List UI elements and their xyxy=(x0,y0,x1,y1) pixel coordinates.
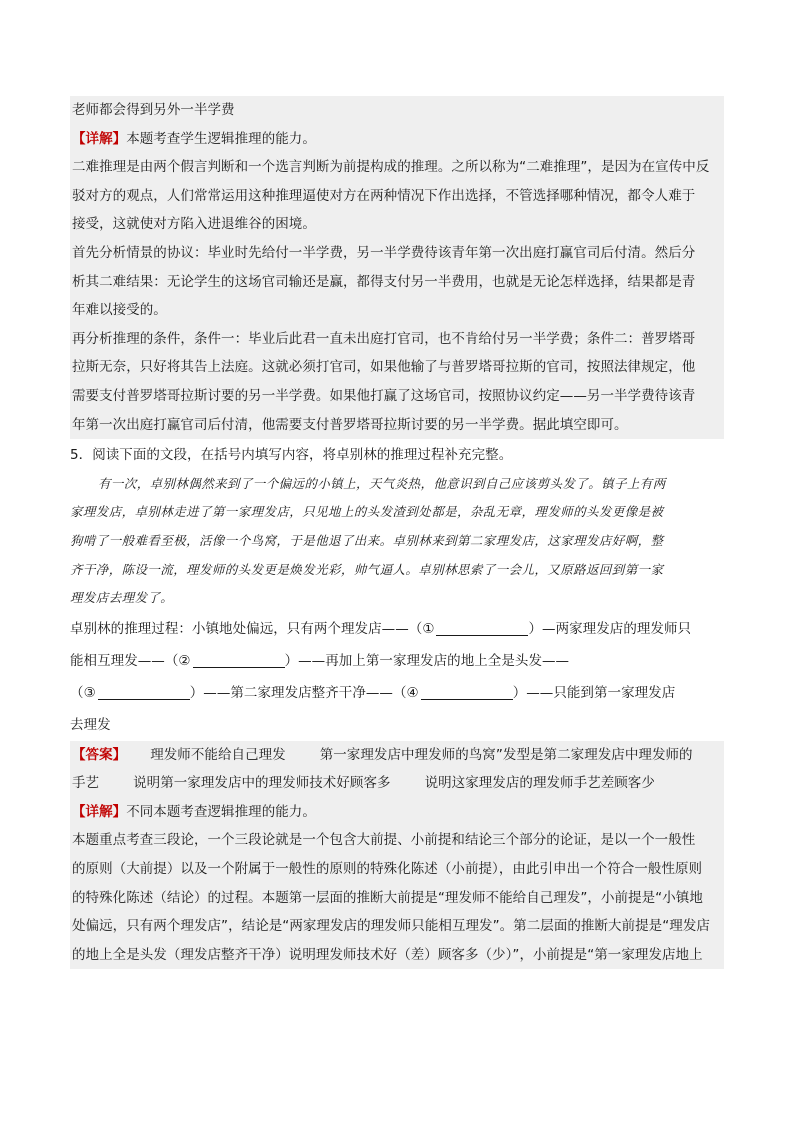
answer-block xyxy=(70,741,724,970)
answer-tag: 【答案】 xyxy=(72,746,127,763)
answer-line xyxy=(72,769,722,798)
explanation-line: 年难以接受的。 xyxy=(72,302,167,319)
explanation-line: 的原则（大前提）以及一个附属于一般性的原则的特殊化陈述（小前提），由此引申出一个符合一般性原则 xyxy=(72,861,703,878)
blank-number-2: ② xyxy=(178,652,191,669)
detail-tag: 【详解】 xyxy=(72,130,127,147)
explanation-line: 拉斯无奈，只好将其告上法庭。这就必须打官司，如果他输了与普罗塔哥拉斯的官司，按照法律规定，他 xyxy=(72,359,696,376)
explanation-line: 本题重点考查三段论，一个三段论就是一个包含大前提、小前提和结论三个部分的论证，是以一个一般性 xyxy=(72,832,696,849)
reasoning-text: 卓别林的推理过程：小镇地处偏远，只有两个理发店——（ xyxy=(70,620,423,637)
explanation-line: 接受，这就使对方陷入进退维谷的困境。 xyxy=(72,216,316,233)
answer-1: 理发师不能给自己理发 xyxy=(150,746,286,763)
explanation-line: 年第一次出庭打赢官司后付清，他需要支付普罗塔哥拉斯讨要的另一半学费。据此填空即可。 xyxy=(72,416,628,433)
reasoning-line xyxy=(70,613,724,645)
answer-2: 第一家理发店中理发师的鸟窝”发型是第二家理发店中理发师的 xyxy=(319,746,693,763)
explanation-line: 的特殊化陈述（结论）的过程。本题第一层面的推断大前提是“理发师不能给自己理发”，小前提是“小镇地 xyxy=(72,889,703,906)
reasoning-text: ）——第二家理发店整齐干净——（ xyxy=(189,684,407,701)
detail-tag: 【详解】 xyxy=(72,803,127,820)
answer-3: 说明第一家理发店中的理发师技术好顾客多 xyxy=(133,775,391,792)
reasoning-text: ）—两家理发店的理发师只 xyxy=(528,620,692,637)
explanation-line: 析其二难结果：无论学生的这场官司输还是赢，都得支付另一半费用，也就是无论怎样选择，结果都是青 xyxy=(72,273,696,290)
reasoning-block xyxy=(70,613,724,741)
story-passage xyxy=(70,470,724,613)
reasoning-text: （ xyxy=(70,684,84,701)
reasoning-line: 去理发 xyxy=(70,716,111,733)
answer-2-cont: 手艺 xyxy=(72,775,100,792)
reasoning-line xyxy=(70,677,724,709)
explanation-line: 驳对方的观点，人们常常运用这种推理逼使对方在两种情况下作出选择，不管选择哪种情况，都令人难于 xyxy=(72,187,696,204)
document-page xyxy=(70,96,724,969)
answer-4: 说明这家理发店的理发师手艺差顾客少 xyxy=(424,775,655,792)
answer-line xyxy=(72,741,722,770)
blank-number-4: ④ xyxy=(406,684,419,701)
explanation-line: 二难推理是由两个假言判断和一个选言判断为前提构成的推理。之所以称为“二难推理”，是因为在宣传中反 xyxy=(72,159,710,176)
story-line: 家理发店，卓别林走进了第一家理发店，只见地上的头发渣到处都是，杂乱无章，理发师的头发更像是被 xyxy=(70,504,664,520)
explanation-line: 首先分析情景的协议：毕业时先给付一半学费，另一半学费待该青年第一次出庭打赢官司后付清。然后分 xyxy=(72,244,696,261)
reasoning-line xyxy=(70,645,724,677)
detail-heading-line xyxy=(72,798,722,827)
reasoning-text: 能相互理发——（ xyxy=(70,652,179,669)
detail-text: 不同本题考查逻辑推理的能力。 xyxy=(126,803,316,820)
explanation-line: 处偏远，只有两个理发店”，结论是“两家理发店的理发师只能相互理发”。第二层面的推断大前提是“理发店 xyxy=(72,918,710,935)
blank-4[interactable] xyxy=(421,683,513,700)
story-line: 有一次，卓别林偶然来到了一个偏远的小镇上，天气炎热，他意识到自己应该剪头发了。镇子上有两 xyxy=(98,475,666,491)
story-line: 齐干净，陈设一流，理发师的头发更是焕发光彩，帅气逼人。卓别林思索了一会儿，又原路返回到第一家 xyxy=(70,561,664,577)
detail-text: 本题考查学生逻辑推理的能力。 xyxy=(126,130,316,147)
story-line: 狗啃了一般难看至极，活像一个鸟窝，于是他退了出来。卓别林来到第二家理发店，这家理发店好啊，整 xyxy=(70,532,664,548)
blank-2[interactable] xyxy=(193,651,285,668)
question-5: 5．阅读下面的文段，在括号内填写内容，将卓别林的推理过程补充完整。 xyxy=(70,447,513,464)
explanation-line: 的地上全是头发（理发店整齐干净）说明理发师技术好（差）顾客多（少）”，小前提是“第一家理发店地上 xyxy=(72,946,703,963)
blank-1[interactable] xyxy=(436,619,528,636)
previous-answer-block xyxy=(70,96,724,439)
blank-number-3: ③ xyxy=(83,684,96,701)
blank-3[interactable] xyxy=(98,683,190,700)
detail-heading-line xyxy=(72,125,722,154)
explanation-line: 需要支付普罗塔哥拉斯讨要的另一半学费。如果他打赢了这场官司，按照协议约定——另一半学费待该青 xyxy=(72,387,696,404)
explanation-line: 再分析推理的条件，条件一：毕业后此君一直未出庭打官司，也不肯给付另一半学费；条件二：普罗塔哥 xyxy=(72,330,696,347)
reasoning-text: ）——只能到第一家理发店 xyxy=(512,684,676,701)
story-line: 理发店去理发了。 xyxy=(70,590,174,606)
blank-number-1: ① xyxy=(422,620,435,637)
reasoning-text: ）——再加上第一家理发店的地上全是头发—— xyxy=(284,652,570,669)
previous-answer-tail: 老师都会得到另外一半学费 xyxy=(72,102,235,118)
